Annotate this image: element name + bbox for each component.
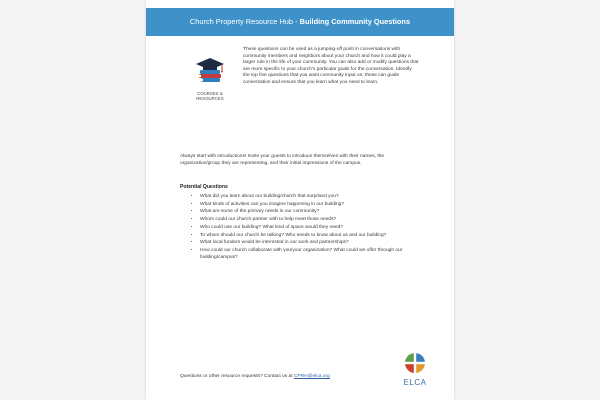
page-header xyxy=(146,8,454,36)
footer-text: Questions or other resource requests? Contact us at xyxy=(180,374,294,379)
footer-contact xyxy=(180,374,400,379)
section-title: Potential Questions xyxy=(180,184,228,190)
document-page xyxy=(146,0,454,400)
contact-email-link[interactable]: CPRH@elca.org xyxy=(293,374,330,379)
list-item: • Whom could our church partner with to help meet those needs? xyxy=(200,217,428,224)
list-item: • What did you learn about our building/church that surprised you? xyxy=(200,194,428,201)
questions-list xyxy=(194,194,428,262)
elca-name: ELCA xyxy=(403,378,427,387)
elca-logo xyxy=(401,352,429,387)
list-item: • What are some of the primary needs in our community? xyxy=(200,209,428,216)
header-prefix: Church Property Resource Hub - xyxy=(189,17,300,26)
list-item: • How could our church collaborate with you/your organization? What could we offer through our building/campus? xyxy=(200,248,428,261)
lead-paragraph: Always start with introductions! Invite your guests to introduce themselves with their names, the organization/group they are representing, and their initial impressions of the campus. xyxy=(180,154,385,166)
list-item: • What kinds of activities can you imagine happening in our building? xyxy=(200,202,428,209)
list-item: • To whom should our church be talking? Who needs to know about us and our building? xyxy=(200,233,428,240)
list-item: • What local funders would be interested in our work and partnerships? xyxy=(200,240,428,247)
graduation-cap-books-icon xyxy=(190,56,230,86)
logo-label-line2: RESOURCES xyxy=(196,96,224,102)
intro-paragraph: These questions can be used as a jumping-off point in conversations with community members and neighbors about your church and how it could play a larger role in the life of your community. You can also add or modify questions that are more specific to your church's particular goals for the conversation. Identify the top five questions that you want community input on; these can guide conversation and ensure that you learn what you need to learn. xyxy=(243,47,419,85)
elca-cross-logo-icon xyxy=(401,352,429,374)
courses-resources-logo xyxy=(190,56,230,101)
page-title: Building Community Questions xyxy=(299,17,411,26)
list-item: • Who could use our building? What kind of space would they need? xyxy=(200,225,428,232)
logo-label-line1: COURSES & xyxy=(197,91,223,96)
